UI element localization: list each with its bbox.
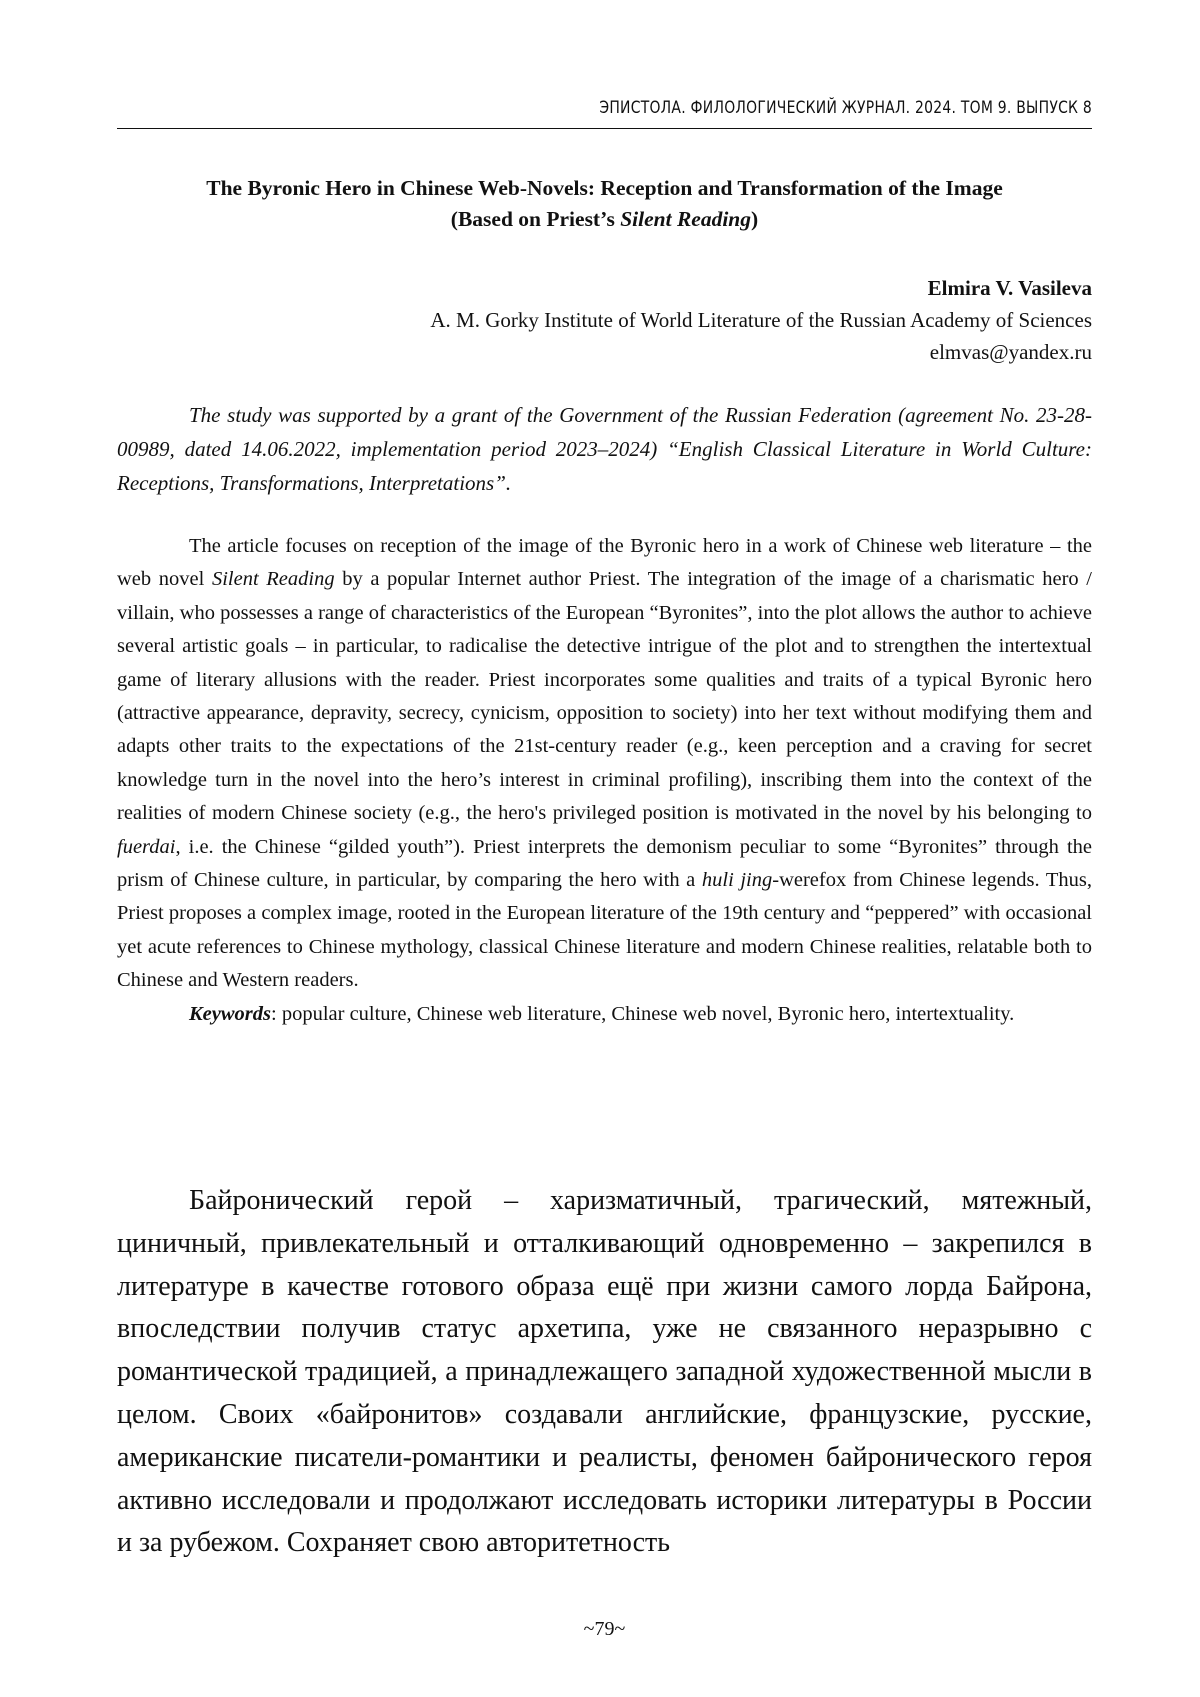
abstract-italic-1: Silent Reading (211, 568, 335, 591)
running-header: ЭПИСТОЛА. ФИЛОЛОГИЧЕСКИЙ ЖУРНАЛ. 2024. ТОМ 9. ВЫПУСК 8 (599, 98, 1092, 118)
header-rule (117, 128, 1092, 129)
author-affiliation: A. M. Gorky Institute of World Literature of the Russian Academy of Sciences (430, 308, 1092, 332)
keywords-label: Keywords (189, 1002, 271, 1025)
article-title (117, 173, 1092, 235)
abstract-text-d: -werefox from Chinese legends. Thus, Priest proposes a complex image, rooted in the European literature of the 19th century and “peppered” with occasional yet acute references to Chinese mythology, classical Chinese literature and modern Chinese realities, relatable both to Chinese and Western readers. (117, 869, 1092, 992)
title-line-2-italic: Silent Reading (620, 207, 752, 231)
author-name: Elmira V. Vasileva (927, 276, 1092, 300)
author-email: elmvas@yandex.ru (929, 340, 1092, 364)
abstract (117, 530, 1092, 1031)
abstract-italic-2: fuerdai (117, 835, 176, 858)
abstract-text-c: , i.e. the Chinese “gilded youth”). Priest interprets the demonism peculiar to some “Byronites” through the prism of Chinese culture, in particular, by comparing the hero with a (117, 835, 1092, 892)
journal-page (117, 0, 1092, 1697)
keywords-text: : popular culture, Chinese web literature, Chinese web novel, Byronic hero, intertextuality. (271, 1002, 1015, 1025)
body-paragraph: Байронический герой – харизматичный, трагический, мятежный, циничный, привлекательный и отталкивающий одновременно – закрепился в литературе в качестве готового образа ещё при жизни самого лорда Байрона, впоследствии получив статус архетипа, уже не связанного неразрывно с романтической традицией, а принадлежащего западной художественной мысли в целом. Своих «байронитов» создавали английские, французские, русские, американские писатели-романтики и реалисты, феномен байронического героя активно исследовали и продолжают исследовать историки литературы в России и за рубежом. Сохраняет свою авторитетность (117, 1185, 1092, 1559)
title-line-2-suffix: ) (751, 207, 759, 231)
title-line-2-prefix: (Based on Priest’s (450, 207, 621, 231)
abstract-text-b: by a popular Internet author Priest. The integration of the image of a charismatic hero / villain, who possesses a range of characteristics of the European “Byronites”, into the plot allows the author to achieve several artistic goals – in particular, to radicalise the detective intrigue of the plot and to strengthen the intertextual game of literary allusions with the reader. Priest incorporates some qualities and traits of a typical Byronic hero (attractive appearance, depravity, secrecy, cynicism, opposition to society) into her text without modifying them and adapts other traits to the expectations of the 21st-century reader (e.g., keen perception and a craving for secret knowledge turn in the novel into the hero’s interest in criminal profiling), inscribing them into the context of the realities of modern Chinese society (e.g., the hero's privileged position is motivated in the novel by his belonging to (117, 568, 1092, 825)
abstract-paragraph (117, 530, 1092, 998)
grant-note: The study was supported by a grant of the Government of the Russian Federation (agreement No. 23-28-00989, dated 14.06.2022, implementation period 2023–2024) “English Classical Literature in World Culture: Receptions, Transformations, Interpretations”. (117, 403, 1092, 495)
abstract-text-a: The article focuses on reception of the image of the Byronic hero in a work of Chinese web literature – the web novel (117, 535, 1092, 591)
title-line-1: The Byronic Hero in Chinese Web-Novels: Reception and Transformation of the Image (206, 176, 1003, 200)
abstract-italic-3: huli jing (701, 869, 773, 892)
page-number: ~79~ (583, 1618, 626, 1640)
author-block (117, 272, 1092, 368)
keywords (117, 998, 1092, 1031)
